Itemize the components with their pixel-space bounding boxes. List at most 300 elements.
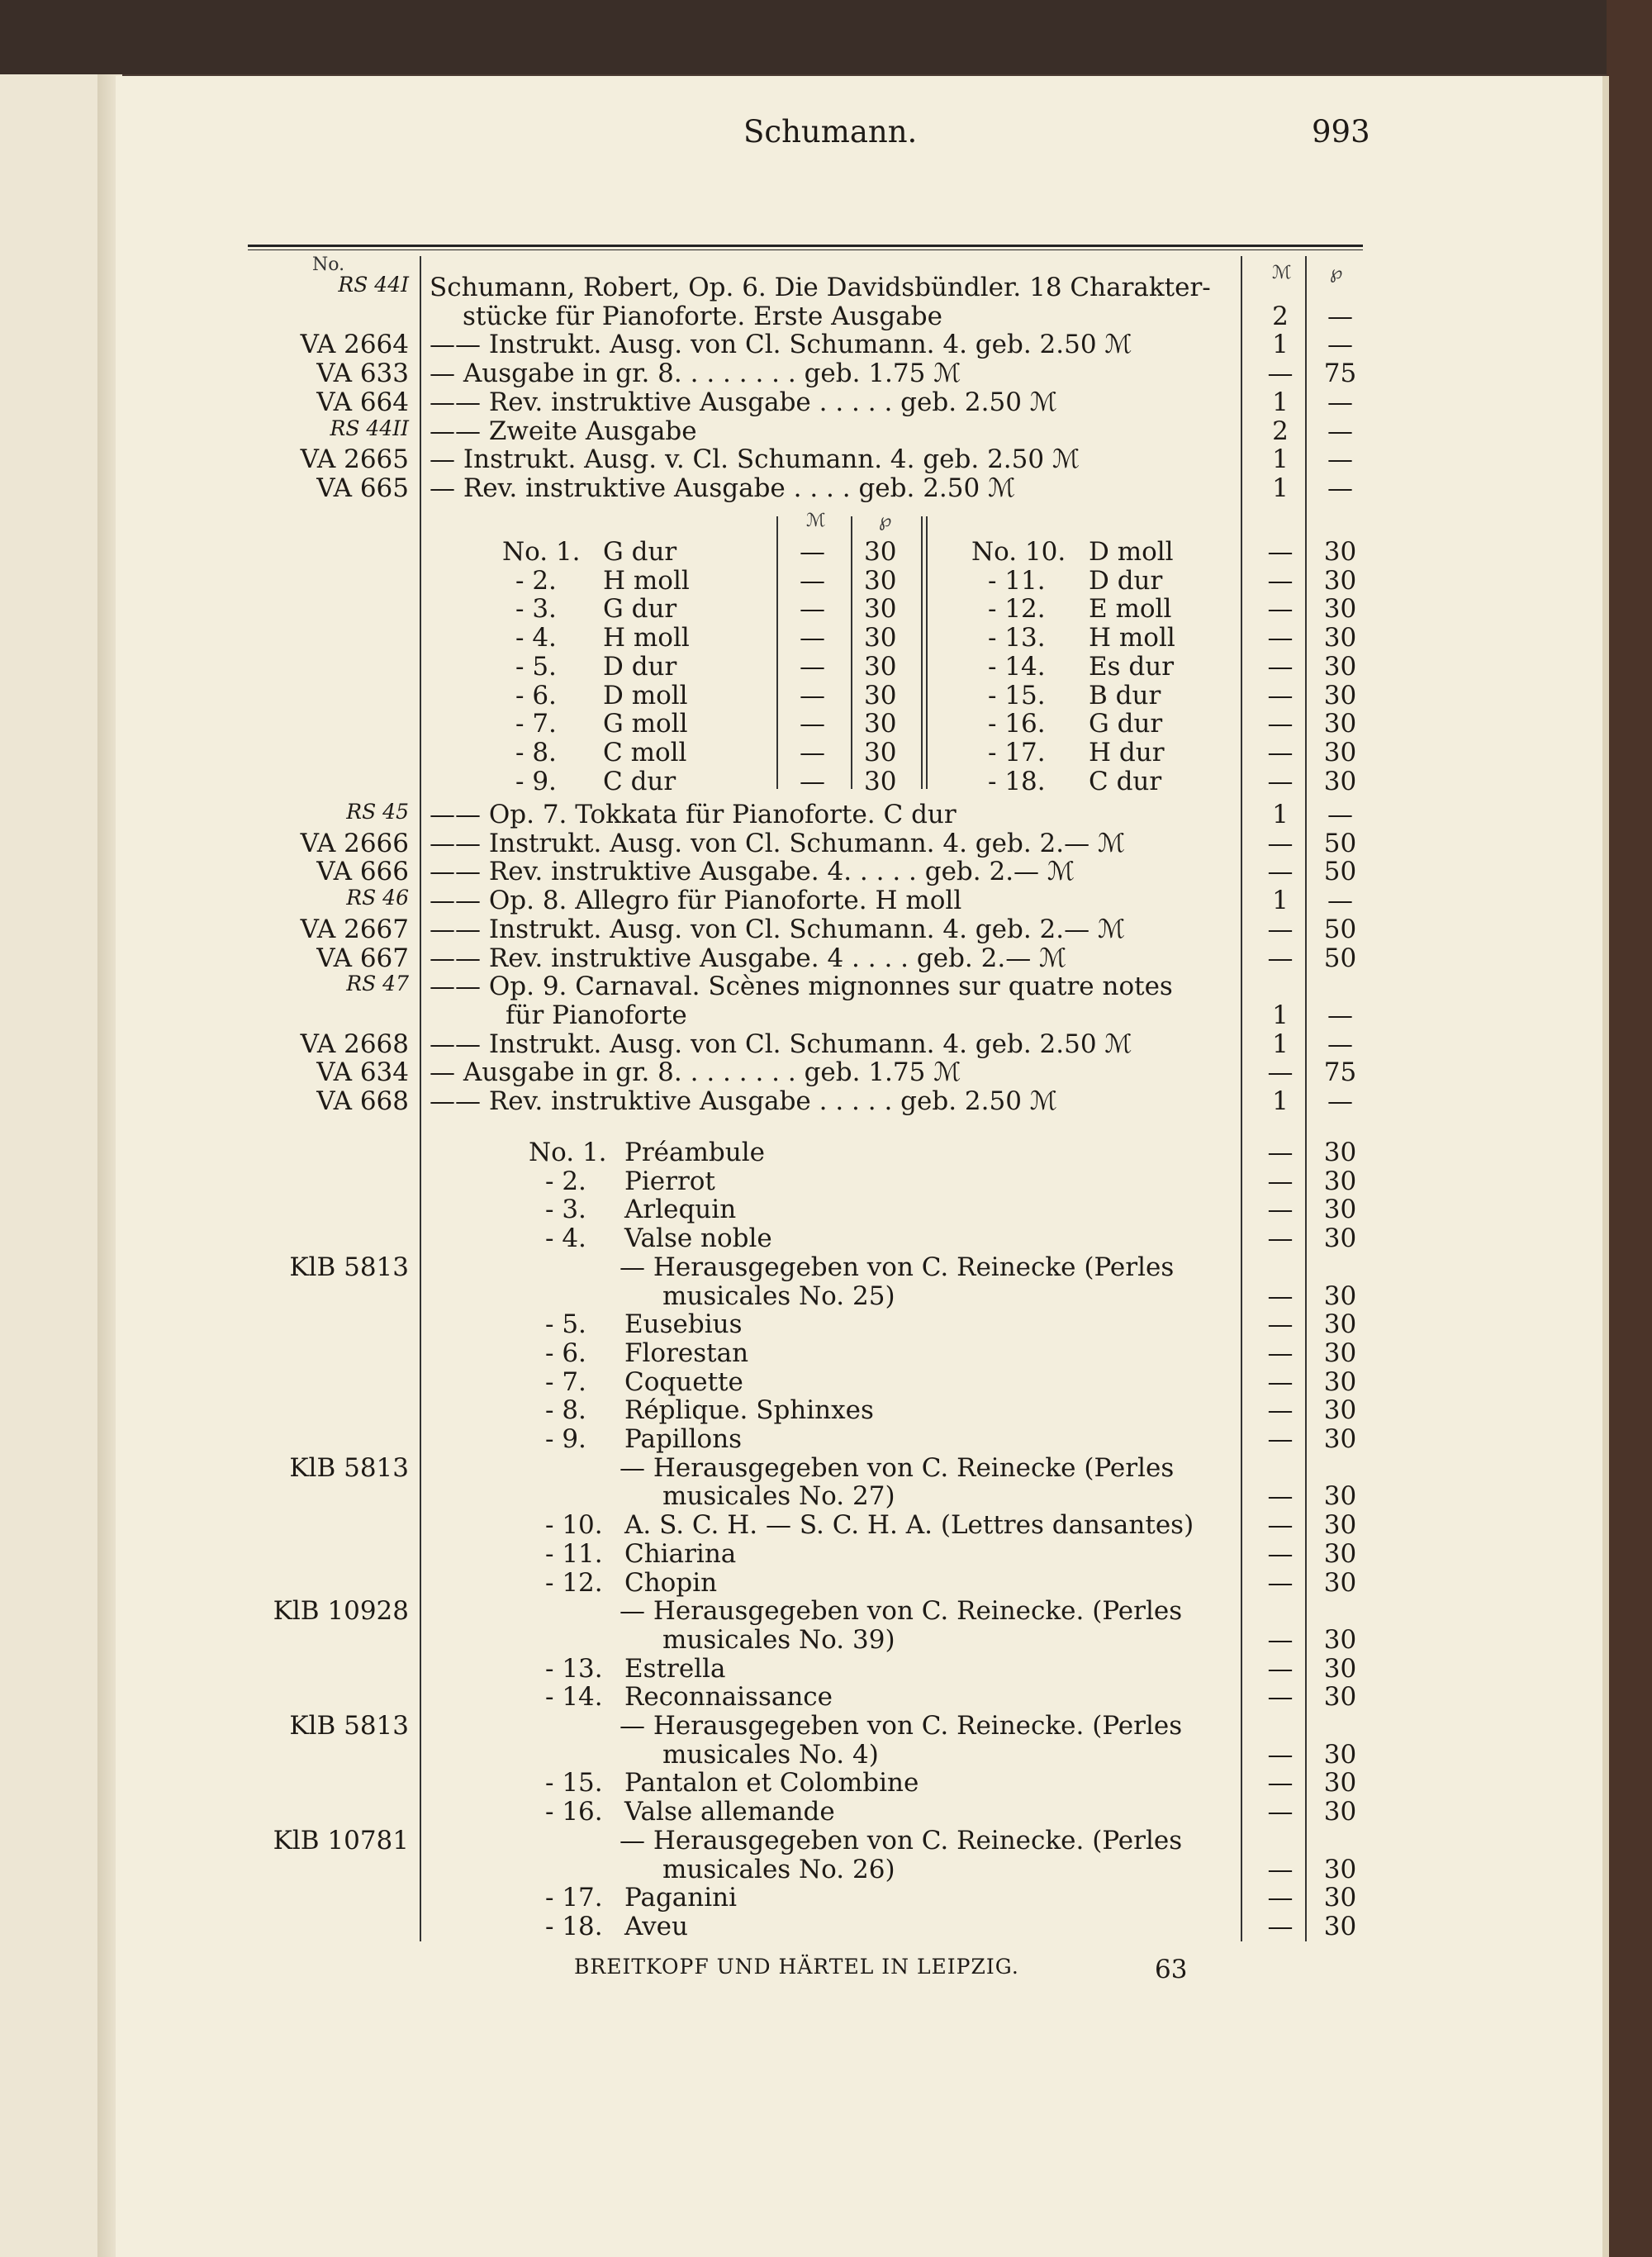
catalog-number: VA 2666 <box>300 828 409 858</box>
price-pfennig: — <box>1327 1029 1353 1059</box>
piece-title: Florestan <box>624 1338 749 1368</box>
piece-title: musicales No. 27) <box>662 1481 895 1512</box>
price-pfennig: 30 <box>864 537 897 567</box>
catalog-entry <box>0 387 1652 417</box>
carnaval-item <box>0 1309 1652 1339</box>
entry-text: —— Rev. instruktive Ausgabe . . . . . geb. 2.50 ℳ <box>430 387 1057 417</box>
davidsbuendler-item <box>0 652 1652 682</box>
piece-number: No. 1. <box>529 1138 607 1167</box>
piece-number: - 6. <box>545 1338 586 1368</box>
piece-number: - 17. <box>988 737 1046 767</box>
price-pfennig: 30 <box>1323 1366 1357 1397</box>
price-mark: — <box>1267 1481 1294 1512</box>
catalog-entry <box>0 972 1652 1001</box>
catalog-entry <box>0 1000 1652 1030</box>
signature-mark: 63 <box>1155 1955 1188 1984</box>
entry-text: —— Instrukt. Ausg. von Cl. Schumann. 4. geb. 2.50 ℳ <box>430 330 1132 360</box>
piece-key: C dur <box>1089 766 1162 796</box>
price-pfennig: — <box>1327 444 1353 475</box>
piece-title: — Herausgegeben von C. Reinecke (Perles <box>620 1252 1175 1282</box>
piece-title: — Herausgegeben von C. Reinecke (Perles <box>620 1452 1175 1483</box>
price-pfennig: 30 <box>1323 537 1357 567</box>
page-number: 993 <box>1312 114 1370 150</box>
catalog-number: VA 664 <box>316 387 409 417</box>
catalog-number: KlB 10928 <box>273 1596 409 1627</box>
entry-text: Schumann, Robert, Op. 6. Die Davidsbündler. 18 Charakter- <box>430 273 1211 302</box>
piece-title: Préambule <box>624 1138 765 1167</box>
piece-title: Pantalon et Colombine <box>624 1768 919 1798</box>
catalog-entry <box>0 943 1652 973</box>
price-mark: — <box>1267 359 1294 389</box>
carnaval-item <box>0 1912 1652 1941</box>
entry-text: stücke für Pianoforte. Erste Ausgabe <box>463 301 942 331</box>
header-rule-top <box>248 245 1363 247</box>
price-mark: — <box>800 594 825 625</box>
price-mark: 1 <box>1272 387 1289 417</box>
price-mark: — <box>1267 680 1294 710</box>
price-mark: — <box>800 766 825 796</box>
price-mark: — <box>1267 651 1294 682</box>
catalog-number: VA 2667 <box>300 914 409 944</box>
price-mark: 1 <box>1272 886 1289 916</box>
catalog-number: KlB 5813 <box>289 1452 409 1483</box>
entry-text: für Pianoforte <box>506 1000 687 1030</box>
column-header-mark: ℳ <box>1272 263 1292 283</box>
piece-title: Papillons <box>624 1424 743 1454</box>
price-pfennig: 30 <box>864 651 897 682</box>
davidsbuendler-item <box>0 681 1652 710</box>
catalog-number: KlB 5813 <box>289 1711 409 1741</box>
price-mark: — <box>1267 857 1294 887</box>
piece-number: No. 10. <box>971 537 1066 567</box>
catalog-entry <box>0 444 1652 474</box>
piece-number: - 18. <box>545 1911 603 1941</box>
piece-number: - 11. <box>545 1538 603 1569</box>
piece-number: - 14. <box>545 1682 603 1713</box>
piece-key: E moll <box>1089 594 1172 625</box>
piece-title: Arlequin <box>624 1195 737 1225</box>
entry-text: —— Instrukt. Ausg. von Cl. Schumann. 4. geb. 2.— ℳ <box>430 914 1126 944</box>
price-mark: 1 <box>1272 800 1289 829</box>
carnaval-item <box>0 1711 1652 1741</box>
carnaval-item <box>0 1510 1652 1540</box>
header-rule-bottom <box>248 249 1363 250</box>
price-mark: 2 <box>1272 416 1289 446</box>
piece-number: - 15. <box>545 1768 603 1798</box>
price-pfennig: 30 <box>864 766 897 796</box>
price-mark: — <box>1267 1624 1294 1655</box>
price-pfennig: 30 <box>1323 766 1357 796</box>
running-header <box>116 114 1602 155</box>
carnaval-item <box>0 1682 1652 1712</box>
catalog-entry <box>0 1086 1652 1116</box>
price-pfennig: — <box>1327 886 1353 916</box>
price-pfennig: 30 <box>1323 1624 1357 1655</box>
grid-header-pfennig: ℘ <box>879 511 892 531</box>
piece-title: Estrella <box>624 1653 726 1684</box>
piece-title: musicales No. 4) <box>662 1739 879 1770</box>
piece-title: Eusebius <box>624 1309 743 1340</box>
catalog-number: VA 633 <box>316 359 409 389</box>
price-pfennig: 30 <box>1323 1567 1357 1598</box>
price-mark: 1 <box>1272 444 1289 475</box>
catalog-number: VA 667 <box>316 943 409 973</box>
price-pfennig: — <box>1327 301 1353 331</box>
price-pfennig: 30 <box>864 709 897 739</box>
entry-text: —— Op. 9. Carnaval. Scènes mignonnes sur quatre notes <box>430 972 1173 1002</box>
price-mark: — <box>1267 1057 1294 1088</box>
catalog-entry <box>0 857 1652 886</box>
carnaval-item <box>0 1252 1652 1282</box>
catalog-number: RS 44II <box>330 416 409 440</box>
price-pfennig: — <box>1327 473 1353 503</box>
piece-key: G moll <box>603 709 688 739</box>
price-mark: 1 <box>1272 473 1289 503</box>
carnaval-item <box>0 1395 1652 1425</box>
entry-text: —— Op. 8. Allegro für Pianoforte. H moll <box>430 886 962 916</box>
piece-title: — Herausgegeben von C. Reinecke. (Perles <box>620 1596 1183 1627</box>
carnaval-item <box>0 1338 1652 1368</box>
price-pfennig: 30 <box>1323 709 1357 739</box>
piece-number: - 4. <box>545 1224 586 1254</box>
catalog-number: VA 666 <box>316 857 409 887</box>
entry-text: —— Instrukt. Ausg. von Cl. Schumann. 4. geb. 2.50 ℳ <box>430 1029 1132 1059</box>
price-mark: — <box>1267 565 1294 596</box>
price-pfennig: 30 <box>1323 594 1357 625</box>
piece-title: Coquette <box>624 1366 743 1397</box>
piece-key: D moll <box>603 680 688 710</box>
carnaval-item <box>0 1138 1652 1167</box>
piece-key: D dur <box>603 651 677 682</box>
carnaval-item <box>0 1167 1652 1196</box>
carnaval-item <box>0 1453 1652 1483</box>
entry-text: — Ausgabe in gr. 8. . . . . . . . geb. 1.75 ℳ <box>430 359 961 389</box>
price-mark: — <box>1267 1682 1294 1713</box>
davidsbuendler-item <box>0 537 1652 567</box>
price-pfennig: 30 <box>1323 1682 1357 1713</box>
piece-title: Aveu <box>624 1911 688 1941</box>
piece-key: C moll <box>603 737 687 767</box>
catalog-entry <box>0 359 1652 388</box>
price-mark: — <box>1267 1538 1294 1569</box>
price-pfennig: 30 <box>1323 1338 1357 1368</box>
price-mark: — <box>800 709 825 739</box>
price-mark: — <box>800 680 825 710</box>
price-pfennig: 50 <box>1323 828 1357 858</box>
price-mark: — <box>1267 1366 1294 1397</box>
catalog-entry <box>0 1029 1652 1059</box>
price-mark: 2 <box>1272 301 1289 331</box>
piece-title: — Herausgegeben von C. Reinecke. (Perles <box>620 1711 1183 1741</box>
price-mark: — <box>1267 1195 1294 1225</box>
piece-number: - 8. <box>515 737 557 767</box>
price-pfennig: 30 <box>1323 1224 1357 1254</box>
price-pfennig: 50 <box>1323 857 1357 887</box>
catalog-entry <box>0 302 1652 331</box>
price-mark: — <box>1267 1797 1294 1827</box>
price-mark: — <box>800 651 825 682</box>
price-mark: 1 <box>1272 1086 1289 1116</box>
piece-title: A. S. C. H. — S. C. H. A. (Lettres dansantes) <box>624 1510 1194 1541</box>
price-pfennig: 30 <box>1323 1424 1357 1454</box>
carnaval-item <box>0 1855 1652 1884</box>
price-mark: — <box>1267 1166 1294 1196</box>
price-mark: — <box>800 623 825 653</box>
price-mark: — <box>1267 737 1294 767</box>
entry-text: —— Instrukt. Ausg. von Cl. Schumann. 4. geb. 2.— ℳ <box>430 828 1126 858</box>
catalog-number: RS 47 <box>346 972 409 996</box>
piece-number: - 2. <box>545 1166 586 1196</box>
price-pfennig: — <box>1327 1086 1353 1116</box>
davidsbuendler-item <box>0 566 1652 596</box>
price-mark: — <box>800 737 825 767</box>
catalog-entry <box>0 1057 1652 1087</box>
price-pfennig: 30 <box>1323 1854 1357 1884</box>
piece-number: - 12. <box>545 1567 603 1598</box>
catalog-number: VA 634 <box>316 1057 409 1088</box>
piece-number: - 3. <box>515 594 557 625</box>
price-mark: — <box>1267 1739 1294 1770</box>
piece-title: Paganini <box>624 1883 738 1913</box>
price-mark: 1 <box>1272 1029 1289 1059</box>
carnaval-item <box>0 1424 1652 1454</box>
price-mark: — <box>1267 594 1294 625</box>
catalog-entry <box>0 416 1652 446</box>
price-mark: — <box>800 537 825 567</box>
price-pfennig: 30 <box>864 594 897 625</box>
carnaval-item <box>0 1481 1652 1511</box>
catalog-entry <box>0 886 1652 915</box>
price-pfennig: 30 <box>1323 1309 1357 1340</box>
price-pfennig: — <box>1327 330 1353 360</box>
piece-number: - 5. <box>545 1309 586 1340</box>
piece-title: Valse noble <box>624 1224 772 1254</box>
piece-number: - 13. <box>545 1653 603 1684</box>
price-pfennig: 30 <box>1323 1281 1357 1311</box>
price-pfennig: 30 <box>1323 565 1357 596</box>
catalog-number: RS 45 <box>346 800 409 824</box>
catalog-number: RS 44I <box>338 273 409 297</box>
price-pfennig: 30 <box>1323 1797 1357 1827</box>
carnaval-item <box>0 1883 1652 1913</box>
catalog-number: VA 2664 <box>300 330 409 360</box>
catalog-entry <box>0 915 1652 944</box>
price-pfennig: 30 <box>1323 1538 1357 1569</box>
davidsbuendler-item <box>0 738 1652 767</box>
price-mark: — <box>1267 623 1294 653</box>
piece-key: H moll <box>603 565 690 596</box>
price-pfennig: 30 <box>1323 651 1357 682</box>
price-pfennig: 30 <box>1323 737 1357 767</box>
piece-number: - 9. <box>515 766 557 796</box>
price-mark: — <box>1267 766 1294 796</box>
piece-title: Valse allemande <box>624 1797 835 1827</box>
price-mark: — <box>1267 1224 1294 1254</box>
piece-key: D dur <box>1089 565 1163 596</box>
catalog-entry <box>0 273 1652 302</box>
entry-text: — Ausgabe in gr. 8. . . . . . . . geb. 1.75 ℳ <box>430 1057 961 1088</box>
price-pfennig: — <box>1327 800 1353 829</box>
piece-title: — Herausgegeben von C. Reinecke. (Perles <box>620 1825 1183 1855</box>
piece-key: H moll <box>1089 623 1175 653</box>
carnaval-item <box>0 1826 1652 1855</box>
entry-text: —— Zweite Ausgabe <box>430 416 697 446</box>
piece-number: - 4. <box>515 623 557 653</box>
carnaval-item <box>0 1539 1652 1569</box>
price-pfennig: 30 <box>1323 1883 1357 1913</box>
price-mark: — <box>1267 1281 1294 1311</box>
price-mark: 1 <box>1272 1000 1289 1030</box>
piece-number: - 7. <box>545 1366 586 1397</box>
piece-number: No. 1. <box>502 537 581 567</box>
piece-number: - 14. <box>988 651 1046 682</box>
price-mark: 1 <box>1272 330 1289 360</box>
grid-header-mark: ℳ <box>806 511 826 531</box>
catalog-number: VA 665 <box>316 473 409 503</box>
catalog-number: RS 46 <box>346 886 409 910</box>
price-pfennig: — <box>1327 387 1353 417</box>
price-pfennig: 30 <box>1323 1166 1357 1196</box>
piece-key: G dur <box>603 594 677 625</box>
carnaval-item <box>0 1625 1652 1655</box>
carnaval-item <box>0 1367 1652 1397</box>
price-mark: — <box>800 565 825 596</box>
price-mark: — <box>1267 914 1294 944</box>
price-pfennig: 30 <box>1323 623 1357 653</box>
piece-title: musicales No. 25) <box>662 1281 895 1311</box>
carnaval-item <box>0 1195 1652 1224</box>
davidsbuendler-item <box>0 594 1652 624</box>
price-mark: — <box>1267 1138 1294 1167</box>
price-pfennig: 30 <box>1323 680 1357 710</box>
publisher-footer: BREITKOPF UND HÄRTEL IN LEIPZIG. <box>574 1955 1019 1979</box>
carnaval-item <box>0 1768 1652 1798</box>
price-pfennig: 30 <box>1323 1481 1357 1512</box>
piece-key: G dur <box>1089 709 1163 739</box>
price-mark: — <box>1267 1510 1294 1541</box>
davidsbuendler-item <box>0 709 1652 739</box>
piece-key: Es dur <box>1089 651 1175 682</box>
piece-number: - 8. <box>545 1395 586 1426</box>
piece-number: - 12. <box>988 594 1046 625</box>
piece-title: musicales No. 26) <box>662 1854 895 1884</box>
piece-number: - 15. <box>988 680 1046 710</box>
price-mark: — <box>1267 1911 1294 1941</box>
piece-key: D moll <box>1089 537 1174 567</box>
price-mark: — <box>1267 1424 1294 1454</box>
page-title: Schumann. <box>743 114 918 150</box>
price-pfennig: — <box>1327 416 1353 446</box>
entry-text: —— Rev. instruktive Ausgabe. 4. . . . . geb. 2.— ℳ <box>430 857 1075 887</box>
davidsbuendler-item <box>0 767 1652 796</box>
piece-title: Chiarina <box>624 1538 737 1569</box>
catalog-number: VA 2665 <box>300 444 409 475</box>
piece-number: - 9. <box>545 1424 586 1454</box>
price-mark: — <box>1267 1768 1294 1798</box>
entry-text: —— Rev. instruktive Ausgabe. 4 . . . . geb. 2.— ℳ <box>430 943 1067 973</box>
price-mark: — <box>1267 537 1294 567</box>
column-header-no: No. <box>312 254 345 275</box>
price-pfennig: 30 <box>1323 1510 1357 1541</box>
piece-number: - 7. <box>515 709 557 739</box>
price-mark: — <box>1267 828 1294 858</box>
entry-text: —— Op. 7. Tokkata für Pianoforte. C dur <box>430 800 957 829</box>
piece-number: - 10. <box>545 1510 603 1541</box>
piece-number: - 3. <box>545 1195 586 1225</box>
piece-title: Reconnaissance <box>624 1682 833 1713</box>
piece-key: C dur <box>603 766 676 796</box>
catalog-number: KlB 10781 <box>273 1825 409 1855</box>
price-pfennig: 30 <box>864 680 897 710</box>
carnaval-item <box>0 1281 1652 1311</box>
piece-number: - 16. <box>545 1797 603 1827</box>
piece-title: Chopin <box>624 1567 718 1598</box>
piece-number: - 16. <box>988 709 1046 739</box>
carnaval-item <box>0 1797 1652 1827</box>
catalog-entry <box>0 800 1652 829</box>
price-pfennig: 30 <box>864 565 897 596</box>
piece-number: - 17. <box>545 1883 603 1913</box>
piece-key: G dur <box>603 537 677 567</box>
piece-number: - 2. <box>515 565 557 596</box>
carnaval-item <box>0 1740 1652 1770</box>
carnaval-item <box>0 1568 1652 1598</box>
price-pfennig: 30 <box>1323 1195 1357 1225</box>
price-pfennig: 30 <box>864 623 897 653</box>
piece-number: - 11. <box>988 565 1046 596</box>
entry-text: — Rev. instruktive Ausgabe . . . . geb. 2.50 ℳ <box>430 473 1016 503</box>
price-mark: — <box>1267 1567 1294 1598</box>
price-pfennig: 50 <box>1323 943 1357 973</box>
piece-key: H moll <box>603 623 690 653</box>
column-header-pfennig: ℘ <box>1330 263 1343 283</box>
piece-number: - 6. <box>515 680 557 710</box>
davidsbuendler-item <box>0 623 1652 653</box>
book-cover-top <box>0 0 1652 74</box>
catalog-entry <box>0 330 1652 359</box>
entry-text: — Instrukt. Ausg. v. Cl. Schumann. 4. geb. 2.50 ℳ <box>430 444 1080 475</box>
carnaval-item <box>0 1654 1652 1684</box>
price-mark: — <box>1267 709 1294 739</box>
carnaval-item <box>0 1224 1652 1253</box>
price-mark: — <box>1267 1309 1294 1340</box>
price-mark: — <box>1267 943 1294 973</box>
catalog-entry <box>0 473 1652 503</box>
price-pfennig: 30 <box>1323 1911 1357 1941</box>
price-mark: — <box>1267 1395 1294 1426</box>
price-pfennig: 30 <box>1323 1739 1357 1770</box>
piece-title: Pierrot <box>624 1166 715 1196</box>
piece-number: - 5. <box>515 651 557 682</box>
piece-title: musicales No. 39) <box>662 1624 895 1655</box>
catalog-entry <box>0 829 1652 858</box>
price-pfennig: 30 <box>1323 1138 1357 1167</box>
piece-number: - 18. <box>988 766 1046 796</box>
piece-number: - 13. <box>988 623 1046 653</box>
price-mark: — <box>1267 1653 1294 1684</box>
entry-text: —— Rev. instruktive Ausgabe . . . . . geb. 2.50 ℳ <box>430 1086 1057 1116</box>
catalog-number: KlB 5813 <box>289 1252 409 1282</box>
price-pfennig: — <box>1327 1000 1353 1030</box>
carnaval-item <box>0 1596 1652 1626</box>
price-pfennig: 50 <box>1323 914 1357 944</box>
price-pfennig: 30 <box>1323 1653 1357 1684</box>
piece-title: Réplique. Sphinxes <box>624 1395 874 1426</box>
price-pfennig: 75 <box>1323 359 1357 389</box>
piece-key: H dur <box>1089 737 1165 767</box>
price-pfennig: 30 <box>1323 1768 1357 1798</box>
price-pfennig: 30 <box>864 737 897 767</box>
